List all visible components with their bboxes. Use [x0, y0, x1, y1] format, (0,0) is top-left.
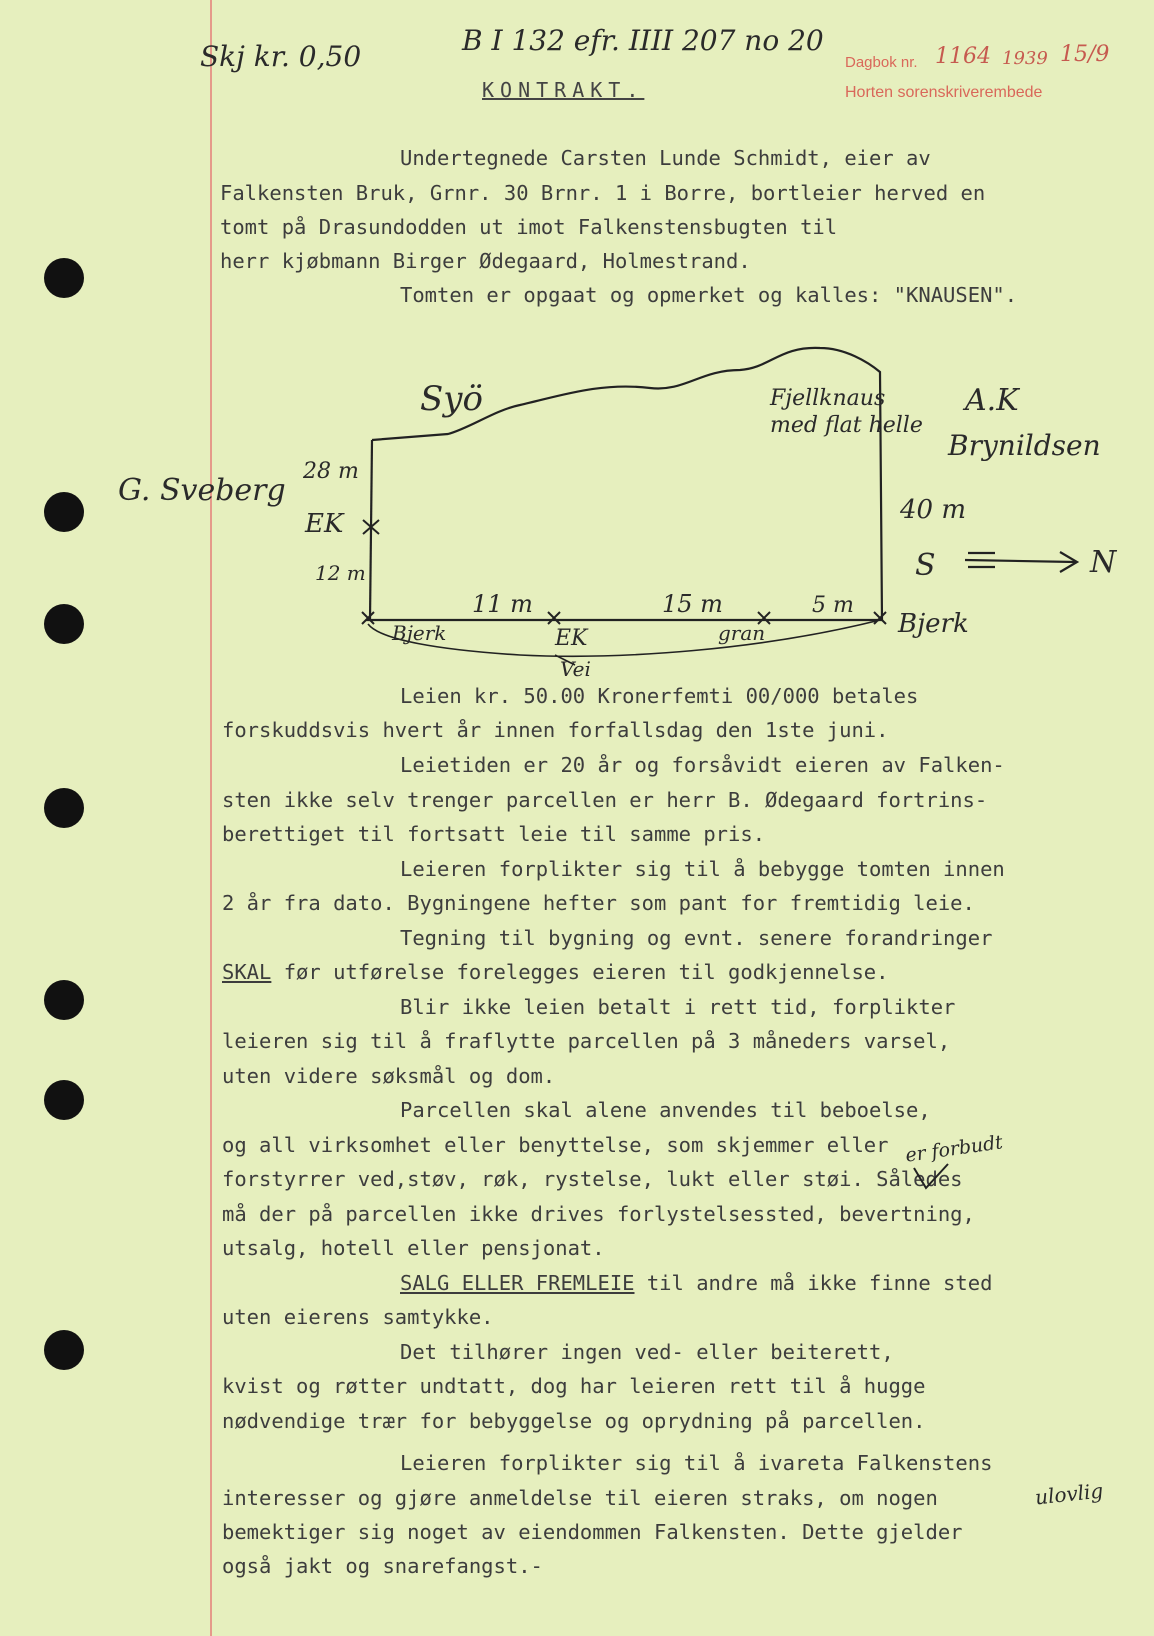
body-line: må der på parcellen ikke drives forlystelsessted, bevertning, [222, 1202, 975, 1226]
body-line: Tegning til bygning og evnt. senere forandringer [400, 926, 993, 950]
insertion-forbudt: er forbudt [903, 1131, 1005, 1167]
body-line [222, 962, 888, 983]
body-line: interesser og gjøre anmeldelse til eieren straks, om nogen [222, 1486, 938, 1510]
sketch-label-vei: Vei [560, 657, 591, 681]
body-line: nødvendige trær for bebyggelse og oprydning på parcellen. [222, 1409, 926, 1433]
body-line: uten eierens samtykke. [222, 1305, 494, 1329]
sketch-label-fjell: Fjellknaus [770, 386, 886, 411]
punch-hole [44, 980, 84, 1020]
body-line: uten videre søksmål og dom. [222, 1064, 556, 1088]
sketch-label-5m: 5 m [812, 593, 854, 618]
intro-line: Tomten er opgaat og opmerket og kalles: "KNAUSEN". [400, 283, 1018, 307]
stamp-dagbok-label: Dagbok nr. [845, 54, 918, 71]
insertion-ulovlig: ulovlig [1033, 1478, 1105, 1510]
document-title: KONTRAKT. [482, 78, 645, 102]
body-line: Leien kr. 50.00 Kronerfemti 00/000 betales [400, 684, 919, 708]
sketch-label-syo: Syö [420, 379, 483, 419]
fee-note: Skj kr. 0,50 [200, 40, 362, 73]
punch-hole [44, 1330, 84, 1370]
stamp-date: 15/9 [1060, 42, 1110, 67]
sketch-label-fjell2: med flat helle [770, 413, 923, 438]
body-line: 2 år fra dato. Bygningene hefter som pant for fremtidig leie. [222, 891, 975, 915]
body-line: sten ikke selv trenger parcellen er herr B. Ødegaard fortrins- [222, 788, 988, 812]
body-line: Det tilhører ingen ved- eller beiterett, [400, 1340, 894, 1364]
body-line: Blir ikke leien betalt i rett tid, forplikter [400, 995, 956, 1019]
underlined-emphasis: SKAL [222, 960, 272, 984]
body-line: og all virksomhet eller benyttelse, som skjemmer eller [222, 1133, 889, 1157]
body-line: Leieren forplikter sig til å bebygge tomten innen [400, 857, 1005, 881]
body-line-text: før utførelse forelegges eieren til godkjennelse. [271, 960, 889, 984]
sketch-label-sveberg: G. Sveberg [118, 473, 286, 508]
body-line [400, 1273, 992, 1294]
sketch-label-11m: 11 m [472, 590, 533, 618]
sketch-label-s: S [915, 548, 936, 583]
punch-hole [44, 788, 84, 828]
boundary-marks [362, 520, 886, 624]
body-line: berettiget til fortsatt leie til samme pris. [222, 822, 766, 846]
insertion-caret-icon [912, 1162, 952, 1192]
north-arrow [965, 552, 1077, 572]
intro-line: Undertegnede Carsten Lunde Schmidt, eier av [400, 146, 931, 170]
sketch-label-brynildsen: Brynildsen [948, 429, 1101, 462]
body-line-text: til andre må ikke finne sted [634, 1271, 993, 1295]
sketch-label-bjerk-left: Bjerk [392, 621, 447, 645]
intro-line: tomt på Drasundodden ut imot Falkenstensbugten til [220, 215, 838, 239]
sketch-label-gran: gran [718, 621, 766, 645]
body-line: også jakt og snarefangst.- [222, 1554, 543, 1578]
intro-line: herr kjøbmann Birger Ødegaard, Holmestrand. [220, 249, 751, 273]
body-line: Parcellen skal alene anvendes til beboelse, [400, 1098, 931, 1122]
underlined-emphasis: SALG ELLER FREMLEIE [400, 1271, 635, 1295]
plot-sketch [0, 0, 1154, 700]
stamp-year: 1939 [1002, 48, 1048, 69]
sketch-label-12m: 12 m [315, 561, 366, 585]
sketch-label-28m: 28 m [303, 459, 359, 484]
stamp-office: Horten sorenskriverembede [845, 84, 1043, 101]
body-line: forstyrrer ved,støv, røk, rystelse, lukt eller støi. Således [222, 1167, 963, 1191]
body-line: leieren sig til å fraflytte parcellen på 3 måneders varsel, [222, 1029, 951, 1053]
body-line: Leieren forplikter sig til å ivareta Falkenstens [400, 1451, 993, 1475]
sketch-label-15m: 15 m [662, 590, 723, 618]
sketch-label-bjerk-right: Bjerk [898, 609, 969, 639]
sketch-label-ak: A.K [965, 383, 1019, 418]
stamp-number: 1164 [935, 44, 991, 69]
intro-line: Falkensten Bruk, Grnr. 30 Brnr. 1 i Borre, bortleier herved en [220, 181, 986, 205]
sketch-label-ek-left: EK [305, 509, 344, 539]
body-line: forskuddsvis hvert år innen forfallsdag den 1ste juni. [222, 718, 889, 742]
body-line: kvist og røtter undtatt, dog har leieren rett til å hugge [222, 1374, 926, 1398]
body-line: Leietiden er 20 år og forsåvidt eieren av Falken- [400, 753, 1005, 777]
reference-note: B I 132 efr. IIII 207 no 20 [462, 24, 824, 57]
sketch-label-n: N [1090, 545, 1117, 580]
sketch-label-40m: 40 m [900, 495, 967, 525]
body-line: utsalg, hotell eller pensjonat. [222, 1236, 605, 1260]
sketch-label-ek-bottom: EK [555, 626, 588, 651]
body-line: bemektiger sig noget av eiendommen Falkensten. Dette gjelder [222, 1520, 963, 1544]
punch-hole [44, 1080, 84, 1120]
